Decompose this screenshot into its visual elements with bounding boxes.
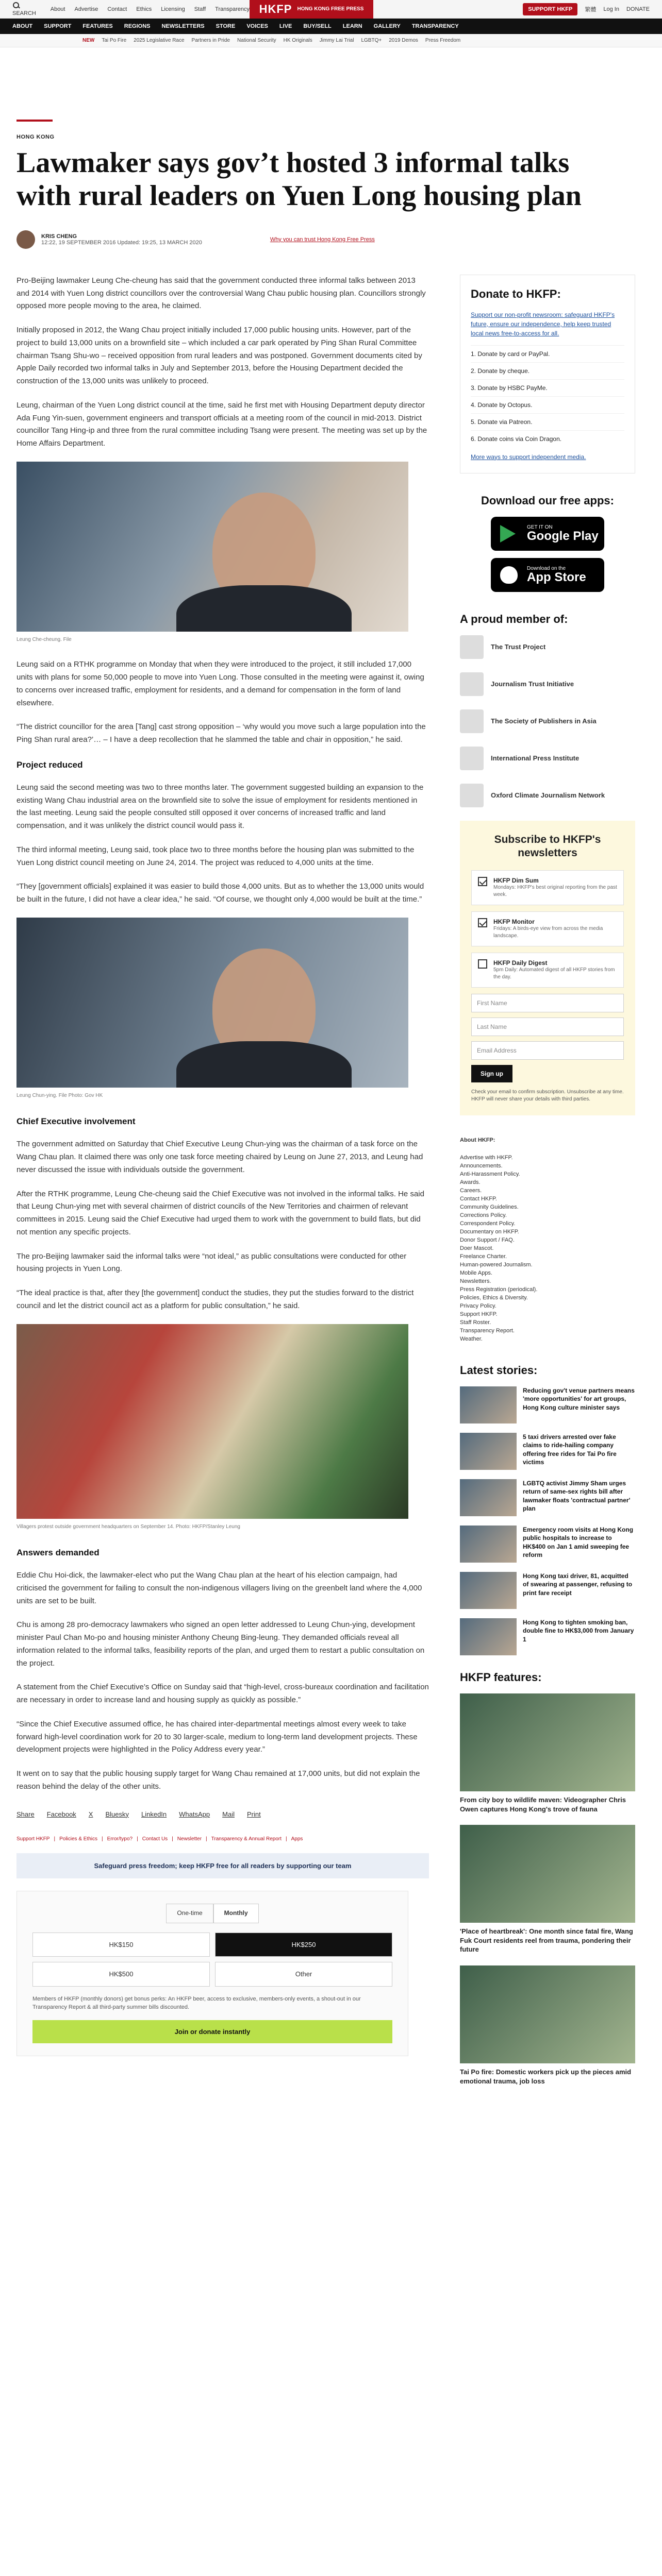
about-link[interactable]: Policies, Ethics & Diversity. bbox=[460, 1295, 528, 1301]
content-columns bbox=[16, 275, 646, 2097]
about-link[interactable]: Staff Roster. bbox=[460, 1319, 491, 1326]
subheading-answers-demanded: Answers demanded bbox=[16, 1548, 100, 1558]
photo-villagers-protest bbox=[16, 1324, 408, 1519]
latest-widget bbox=[460, 1364, 635, 1655]
logo-name: HONG KONG FREE PRESS bbox=[297, 6, 364, 12]
top-links bbox=[12, 2, 250, 16]
nav-gallery[interactable]: GALLERY bbox=[373, 23, 401, 29]
newsletter-widget bbox=[460, 821, 635, 1116]
freq-one-time[interactable]: One-time bbox=[166, 1904, 213, 1923]
about-link[interactable]: Weather. bbox=[460, 1336, 483, 1343]
article-paragraph: A statement from the Chief Executive’s Office on Sunday said that “high-level, cross-bureaux coordination and facilitation are necessary in order to increase land and housing supply as quickly as possible.” bbox=[16, 1683, 429, 1705]
trending-item[interactable]: LGBTQ+ bbox=[361, 38, 382, 43]
about-link[interactable]: Press Registration (periodical). bbox=[460, 1286, 538, 1293]
about-link[interactable]: Doer Mascot. bbox=[460, 1245, 494, 1252]
donate-option[interactable]: 2. Donate by cheque. bbox=[471, 362, 624, 379]
about-link[interactable]: Anti-Harassment Policy. bbox=[460, 1171, 520, 1178]
author-avatar bbox=[16, 230, 35, 249]
google-play-button[interactable]: GET IT ON Google Play bbox=[491, 517, 604, 551]
photo-leung-che-cheung bbox=[16, 462, 408, 632]
trending-item[interactable]: Press Freedom bbox=[425, 38, 461, 43]
share-linkedin[interactable]: LinkedIn bbox=[141, 1810, 167, 1818]
photo-caption: Leung Chun-ying. File Photo: Gov HK bbox=[16, 1092, 103, 1098]
features-title: HKFP features: bbox=[460, 1671, 542, 1684]
story-thumbnail bbox=[460, 1433, 517, 1470]
feature-image bbox=[460, 1693, 635, 1791]
photo-caption: Leung Che-cheung. File bbox=[16, 636, 72, 642]
about-link[interactable]: Awards. bbox=[460, 1179, 481, 1186]
nav-learn[interactable]: LEARN bbox=[342, 23, 362, 29]
donation-frequency bbox=[32, 1904, 392, 1923]
donate-option[interactable]: 5. Donate via Patreon. bbox=[471, 413, 624, 430]
feature-image bbox=[460, 1825, 635, 1923]
about-link[interactable]: Newsletters. bbox=[460, 1278, 491, 1285]
article-paragraph: “The ideal practice is that, after they [the government] conduct the studies, they put the studies forward to the district council and let the district council act as a platform for public consultation,” he said. bbox=[16, 1289, 414, 1310]
freq-monthly[interactable]: Monthly bbox=[213, 1904, 259, 1923]
donate-option[interactable]: 3. Donate by HSBC PayMe. bbox=[471, 379, 624, 396]
subheading-project-reduced: Project reduced bbox=[16, 759, 83, 770]
footlink[interactable]: Newsletter bbox=[177, 1836, 202, 1842]
section-tag[interactable]: HONG KONG bbox=[16, 134, 55, 140]
about-link[interactable]: Corrections Policy. bbox=[460, 1212, 507, 1219]
trending-item[interactable]: 2019 Demos bbox=[389, 38, 418, 43]
support-hkfp-button[interactable]: SUPPORT HKFP bbox=[523, 3, 577, 15]
newsletter-option[interactable]: HKFP Dim Sum Mondays: HKFP's best original reporting from the past week. bbox=[471, 870, 624, 905]
latest-story[interactable]: LGBTQ activist Jimmy Sham urges return of same-sex rights bill after lawmaker floats 'contractual partner' plan bbox=[460, 1479, 635, 1516]
partner-logo[interactable]: Journalism Trust Initiative bbox=[460, 672, 635, 696]
checkbox-checked[interactable] bbox=[478, 918, 487, 927]
more-ways-link[interactable]: More ways to support independent media. bbox=[471, 453, 586, 461]
latest-story[interactable]: Reducing gov't venue partners means 'more opportunities' for art groups, Hong Kong culture minister says bbox=[460, 1386, 635, 1423]
donate-option[interactable]: 1. Donate by card or PayPal. bbox=[471, 345, 624, 362]
nav-newsletters[interactable]: NEWSLETTERS bbox=[161, 23, 205, 29]
article-paragraph: “Since the Chief Executive assumed office, he has chaired inter-departmental meetings almost every week to take forward high-level coordination work for 20 to 30 larger-scale, medium to long-term land development projects. These development projects were highlighted in the Policy Address every year.” bbox=[16, 1719, 418, 1754]
about-link[interactable]: Announcements. bbox=[460, 1163, 503, 1170]
trending-bar bbox=[0, 34, 662, 47]
sopa-icon bbox=[460, 709, 484, 733]
member-widget bbox=[460, 613, 635, 807]
about-widget bbox=[460, 1136, 635, 1343]
article-dates: 12:22, 19 SEPTEMBER 2016 Updated: 19:25, 13 MARCH 2020 bbox=[41, 239, 202, 246]
photo-caption: Villagers protest outside government headquarters on September 14. Photo: HKFP/Stanley Leung bbox=[16, 1523, 240, 1530]
newsletter-title: Subscribe to HKFP's newsletters bbox=[494, 833, 601, 859]
about-link[interactable]: Correspondent Policy. bbox=[460, 1221, 516, 1227]
article-paragraph: The third informal meeting, Leung said, took place two to three months before the housing plan was submitted to the Yuen Long district council meeting on June 24, 2014. The project was reduced to 4,000 units at the time. bbox=[16, 845, 415, 867]
first-name-field[interactable]: First Name bbox=[471, 994, 624, 1012]
google-play-icon bbox=[500, 525, 518, 543]
app-store-button[interactable]: Download on the App Store bbox=[491, 558, 604, 592]
nav-about[interactable]: ABOUT bbox=[12, 23, 33, 29]
trust-project-icon bbox=[460, 635, 484, 659]
donate-option[interactable]: 4. Donate by Octopus. bbox=[471, 396, 624, 413]
ocjn-icon bbox=[460, 784, 484, 807]
article-paragraph: Leung, chairman of the Yuen Long district council at the time, said he first met with Housing Department deputy director Ada Fung Yin-suen, government engineers and transport officials at a meeting room of the council in mid-2013. District councillor Tang Hing-ip and three from the rural committee including Tsang were present. The meeting was set up by the Home Affairs Department. bbox=[16, 400, 427, 448]
footlink[interactable]: Error/typo? bbox=[107, 1836, 133, 1842]
trending-item[interactable]: Partners in Pride bbox=[191, 38, 230, 43]
top-bar bbox=[0, 0, 662, 19]
safeguard-banner[interactable]: Safeguard press freedom; keep HKFP free for all readers by supporting our team bbox=[16, 1853, 429, 1878]
donation-amounts bbox=[32, 1933, 392, 1987]
share-mail[interactable]: Mail bbox=[222, 1810, 235, 1818]
photo-leung-chun-ying bbox=[16, 918, 408, 1088]
checkbox-checked[interactable] bbox=[478, 877, 487, 886]
article-paragraph: Leung said the second meeting was two to three months later. The government suggested building an expansion to the existing Wang Chau industrial area on the brownfield site to solve the issue of employment for residents mentioned in the last meeting. Leung said the people consulted still opposed it over concerns of increased traffic and land compensation, and it was unlikely the district council would pass it. bbox=[16, 783, 424, 831]
donate-link[interactable]: DONATE bbox=[626, 6, 650, 12]
partner-logo[interactable]: The Society of Publishers in Asia bbox=[460, 709, 635, 733]
amount-option[interactable]: HK$150 bbox=[32, 1933, 210, 1957]
byline bbox=[16, 230, 646, 249]
article-body bbox=[16, 275, 429, 2097]
latest-story[interactable]: Emergency room visits at Hong Kong public hospitals to increase to HK$400 on Jan 1 amid sweeping fee reform bbox=[460, 1526, 635, 1563]
share-bar bbox=[16, 1809, 429, 1820]
newsletter-option[interactable]: HKFP Monitor Fridays: A birds-eye view from across the media landscape. bbox=[471, 911, 624, 946]
share-label: Share bbox=[16, 1810, 35, 1818]
partner-logo[interactable]: The Trust Project bbox=[460, 635, 635, 659]
article-paragraph: “The district councillor for the area [Tang] cast strong opposition – ‘why would you move such a large population into the Ping Shan rural area?’… – I have a deep recollection that he slammed the table and chair in opposition,” he said. bbox=[16, 722, 426, 744]
about-link[interactable]: Support HKFP. bbox=[460, 1311, 498, 1318]
top-link-about[interactable]: About bbox=[50, 6, 65, 12]
share-x[interactable]: X bbox=[88, 1810, 93, 1818]
article-paragraph: Eddie Chu Hoi-dick, the lawmaker-elect who put the Wang Chau plan at the heart of his election campaign, had criticised the government for failing to consult the non-indigenous villagers living on the greenbelt land where the 4,000 units are set to be built. bbox=[16, 1571, 422, 1605]
why-trust-link[interactable]: Why you can trust Hong Kong Free Press bbox=[270, 236, 375, 243]
about-link[interactable]: Privacy Policy. bbox=[460, 1303, 496, 1310]
top-link-licensing[interactable]: Licensing bbox=[161, 6, 185, 12]
share-whatsapp[interactable]: WhatsApp bbox=[179, 1810, 210, 1818]
sidebar bbox=[460, 275, 635, 2097]
feature-story[interactable]: 'Place of heartbreak': One month since fatal fire, Wang Fuk Court residents reel from trauma, pondering their future bbox=[460, 1825, 635, 1954]
site-logo[interactable] bbox=[250, 0, 373, 19]
nav-live[interactable]: LIVE bbox=[279, 23, 292, 29]
latest-story[interactable]: 5 taxi drivers arrested over fake claims to ride-hailing company offering free rides for Tai Po fire victims bbox=[460, 1433, 635, 1470]
share-bluesky[interactable]: Bluesky bbox=[105, 1810, 129, 1818]
share-facebook[interactable]: Facebook bbox=[46, 1810, 76, 1818]
nav-transparency[interactable]: TRANSPARENCY bbox=[411, 23, 459, 29]
features-widget bbox=[460, 1671, 635, 2086]
figure-leung-chun-ying bbox=[16, 918, 408, 1100]
article-paragraph: The government admitted on Saturday that Chief Executive Leung Chun-ying was the chairman of a task force on the Wang Chau plan. It claimed there was only one task force meeting chaired by Leung on June 27, 2013, and Leung had never discussed the issue with individuals outside the government. bbox=[16, 1140, 423, 1174]
article-footer-links: Support HKFP | Policies & Ethics | Error/typo? | Contact Us | Newsletter | Transparency & Annual Report | Apps bbox=[16, 1835, 429, 1844]
about-link[interactable]: Freelance Charter. bbox=[460, 1253, 507, 1260]
article-paragraph: Pro-Beijing lawmaker Leung Che-cheung has said that the government conducted three informal talks between 2013 and 2014 with Yuen Long district councillors over the controversial Wang Chau public housing plan. Councillors strongly opposed more people moving to the area, he claimed. bbox=[16, 276, 426, 311]
feature-story[interactable]: Tai Po fire: Domestic workers pick up the pieces amid emotional trauma, job loss bbox=[460, 1965, 635, 2086]
author-name[interactable]: KRIS CHENG bbox=[41, 233, 77, 240]
newsletter-option[interactable]: HKFP Daily Digest 5pm Daily: Automated digest of all HKFP stories from the day. bbox=[471, 953, 624, 988]
search-icon bbox=[12, 2, 20, 9]
trending-item[interactable]: Tai Po Fire bbox=[102, 38, 127, 43]
nav-buysell[interactable]: BUY/SELL bbox=[303, 23, 332, 29]
donate-option[interactable]: 6. Donate coins via Coin Dragon. bbox=[471, 430, 624, 447]
top-link-contact[interactable]: Contact bbox=[107, 6, 127, 12]
subheading-ce-involvement: Chief Executive involvement bbox=[16, 1116, 136, 1127]
donate-intro[interactable]: Support our non-profit newsroom: safeguard HKFP's future, ensure our independence, help keep trusted local news free-to-access for all. bbox=[471, 311, 615, 337]
latest-title: Latest stories: bbox=[460, 1364, 538, 1377]
trending-item[interactable]: Jimmy Lai Trial bbox=[319, 38, 354, 43]
ipi-icon bbox=[460, 747, 484, 770]
search-button[interactable]: SEARCH bbox=[12, 2, 41, 16]
article-headline: Lawmaker says gov’t hosted 3 informal talks with rural leaders on Yuen Long housing plan bbox=[16, 147, 582, 212]
donate-widget bbox=[460, 275, 635, 473]
footlink[interactable]: Contact Us bbox=[142, 1836, 168, 1842]
share-print[interactable]: Print bbox=[246, 1810, 261, 1818]
story-thumbnail bbox=[460, 1618, 517, 1655]
donation-widget bbox=[16, 1891, 408, 2056]
newsletter-fineprint: Check your email to confirm subscription. Unsubscribe at any time. HKFP will never share your details with third parties. bbox=[471, 1089, 624, 1103]
feature-story[interactable]: From city boy to wildlife maven: Videographer Chris Owen captures Hong Kong's trove of fauna bbox=[460, 1693, 635, 1814]
story-thumbnail bbox=[460, 1526, 517, 1563]
latest-story[interactable]: Hong Kong taxi driver, 81, acquitted of swearing at passenger, refusing to print fare receipt bbox=[460, 1572, 635, 1609]
about-title: About HKFP: bbox=[460, 1137, 495, 1144]
top-link-advertise[interactable]: Advertise bbox=[74, 6, 98, 12]
about-link[interactable]: Transparency Report. bbox=[460, 1328, 515, 1334]
language-switch[interactable]: 繁體 bbox=[585, 6, 597, 13]
footlink[interactable]: Policies & Ethics bbox=[59, 1836, 98, 1842]
feature-image bbox=[460, 1965, 635, 2063]
top-link-transparency[interactable]: Transparency bbox=[215, 6, 250, 12]
about-link[interactable]: Donor Support / FAQ. bbox=[460, 1237, 515, 1244]
nav-regions[interactable]: REGIONS bbox=[124, 23, 151, 29]
logo-mark: HKFP bbox=[259, 2, 292, 15]
members-note: Members of HKFP (monthly donors) get bonus perks: An HKFP beer, access to exclusive, members-only events, a shout-out in our Transparency Report & all third-party summer bills discounted. bbox=[32, 1995, 361, 2011]
signup-button[interactable]: Sign up bbox=[471, 1065, 512, 1082]
last-name-field[interactable]: Last Name bbox=[471, 1018, 624, 1036]
nav-store[interactable]: STORE bbox=[216, 23, 236, 29]
email-field[interactable]: Email Address bbox=[471, 1041, 624, 1060]
main-nav bbox=[0, 19, 662, 34]
latest-story[interactable]: Hong Kong to tighten smoking ban, double fine to HK$3,000 from January 1 bbox=[460, 1618, 635, 1655]
footlink[interactable]: Transparency & Annual Report bbox=[211, 1836, 282, 1842]
story-thumbnail bbox=[460, 1479, 517, 1516]
footlink[interactable]: Support HKFP bbox=[16, 1836, 50, 1842]
amount-other[interactable]: Other bbox=[215, 1962, 392, 1986]
article-paragraph: Leung said on a RTHK programme on Monday that when they were introduced to the project, it still included 17,000 units with plans for some 50,000 people to move into Yuen Long. Those consulted in the meeting were against it, owing to concerns over increased traffic, employment for residents, and a demand for compensation in the form of land elsewhere. bbox=[16, 660, 424, 707]
amount-option-selected[interactable]: HK$250 bbox=[215, 1933, 392, 1957]
about-link[interactable]: Advertise with HKFP. bbox=[460, 1155, 513, 1161]
nav-features[interactable]: FEATURES bbox=[82, 23, 113, 29]
article-paragraph: Initially proposed in 2012, the Wang Chau project initially included 17,000 public housing units. However, part of the project to build 13,000 units on a brownfield site – which included a car park operated by Ping Shan Rural Committee chairman Tsang Shu-wo – received opposition from rural leaders and was postponed. Government documents cited by Apple Daily recorded two informal talks in July and September 2013, before the Housing Department decided the construction of the 13,000 units was unlikely to proceed. bbox=[16, 326, 422, 386]
nav-voices[interactable]: VOICES bbox=[246, 23, 268, 29]
trending-item[interactable]: National Security bbox=[237, 38, 276, 43]
join-donate-button[interactable]: Join or donate instantly bbox=[32, 2020, 392, 2043]
article-paragraph: “They [government officials] explained it was easier to build those 4,000 units. But as to whether the 13,000 units would be built in the future, I did not have a clear idea,” he said. “Of course, we thought only 4,000 would be built at the time.” bbox=[16, 882, 424, 904]
apps-title: Download our free apps: bbox=[481, 494, 614, 507]
partner-logo[interactable]: Oxford Climate Journalism Network bbox=[460, 784, 635, 807]
story-thumbnail bbox=[460, 1386, 517, 1423]
amount-option[interactable]: HK$500 bbox=[32, 1962, 210, 1986]
member-title: A proud member of: bbox=[460, 612, 568, 625]
page-container bbox=[16, 120, 646, 2097]
apple-icon bbox=[500, 566, 518, 584]
about-link[interactable]: Documentary on HKFP. bbox=[460, 1229, 519, 1235]
trending-item[interactable]: HK Originals bbox=[283, 38, 312, 43]
trending-new-label: NEW bbox=[82, 38, 95, 43]
checkbox-unchecked[interactable] bbox=[478, 959, 487, 969]
figure-leung-che-cheung bbox=[16, 462, 408, 645]
footlink[interactable]: Apps bbox=[291, 1836, 303, 1842]
top-link-ethics[interactable]: Ethics bbox=[136, 6, 152, 12]
about-link[interactable]: Contact HKFP. bbox=[460, 1196, 497, 1202]
donate-title: Donate to HKFP: bbox=[471, 287, 561, 300]
top-link-staff[interactable]: Staff bbox=[194, 6, 206, 12]
article-paragraph: Chu is among 28 pro-democracy lawmakers who signed an open letter addressed to Leung Chun-ying, development minister Paul Chan Mo-po and housing minister Anthony Cheung Bing-leung. They demanded officials reveal all information related to the informal talks, feasibility reports of the plan, and urged them to restart a public consultation on the project. bbox=[16, 1620, 425, 1668]
story-thumbnail bbox=[460, 1572, 517, 1609]
section-rule bbox=[16, 120, 53, 122]
about-link[interactable]: Careers. bbox=[460, 1188, 482, 1194]
about-link[interactable]: Human-powered Journalism. bbox=[460, 1262, 533, 1268]
top-actions bbox=[523, 3, 650, 15]
article-paragraph: It went on to say that the public housing supply target for Wang Chau remained at 17,000 units, but did not explain the reason behind the delay of the other units. bbox=[16, 1769, 420, 1791]
login-link[interactable]: Log In bbox=[603, 6, 619, 12]
partner-logo[interactable]: International Press Institute bbox=[460, 747, 635, 770]
article-paragraph: After the RTHK programme, Leung Che-cheung said the Chief Executive was not involved in the informal talks. He said that Leung Chun-ying met with several chairmen of district councils of the New Territories and chairmen of relevant committees in 2015. Leung said the Chief Executive had urged them to work with the government to build flats, but did not mention any specific projects. bbox=[16, 1189, 424, 1236]
nav-support[interactable]: SUPPORT bbox=[44, 23, 72, 29]
apps-widget bbox=[460, 494, 635, 592]
about-link[interactable]: Mobile Apps. bbox=[460, 1270, 492, 1277]
article-paragraph: The pro-Beijing lawmaker said the informal talks were “not ideal,” as public consultations were conducted for other housing projects in Yuen Long. bbox=[16, 1251, 407, 1274]
about-link[interactable]: Community Guidelines. bbox=[460, 1204, 519, 1211]
trending-item[interactable]: 2025 Legislative Race bbox=[134, 38, 185, 43]
figure-villagers-protest bbox=[16, 1324, 408, 1532]
jti-icon bbox=[460, 672, 484, 696]
